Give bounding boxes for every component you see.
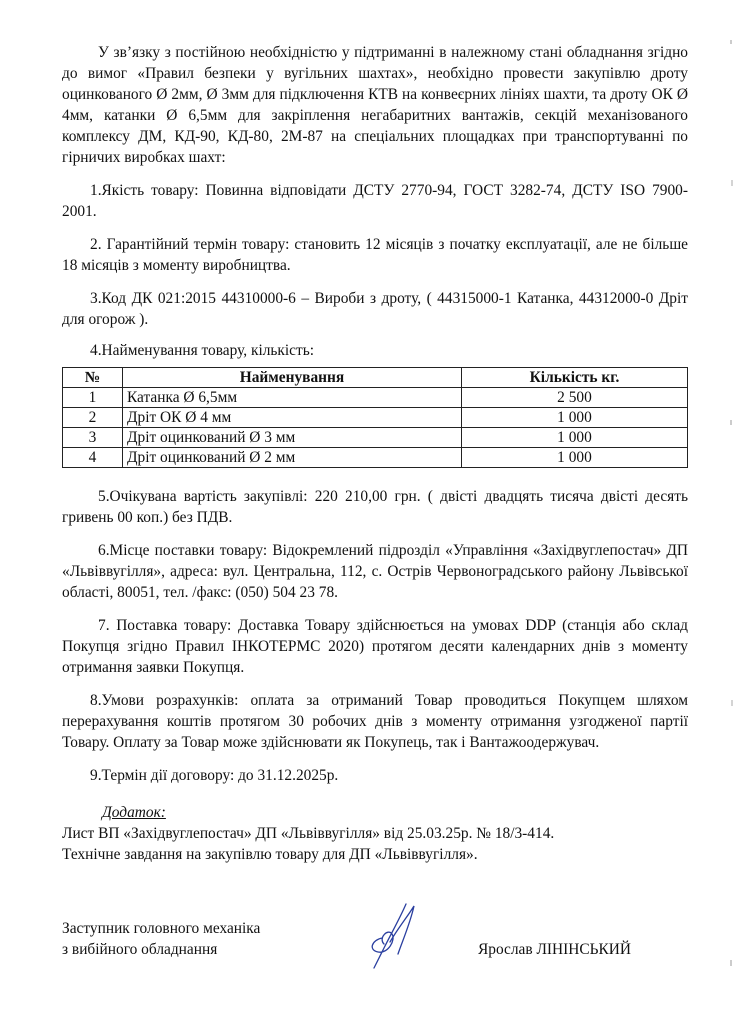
goods-table <box>62 367 688 468</box>
col-quantity: Кількість кг. <box>462 368 688 388</box>
table-row <box>63 388 688 408</box>
col-number: № <box>63 368 123 388</box>
signature-block <box>62 918 688 978</box>
intro-paragraph: У зв’язку з постійною необхідністю у підтриманні в належному стані обладнання згідно до вимог «Правил безпеки у вугільних шахтах», необхідно провести закупівлю дроту оцинкованого Ø 2мм, Ø 3мм для підключення КТВ на конвеєрних лініях шахти, та дроту ОК Ø 4мм, катанки Ø 6,5мм для закріплення негабаритних вантажів, секцій механізованого комплексу ДМ, КД-90, КД-80, 2М-87 на спеціальних площадках при транспортуванні по гірничих виробках шахт: <box>62 44 688 166</box>
row-name: Катанка Ø 6,5мм <box>123 388 462 408</box>
row-quantity: 2 500 <box>462 388 688 408</box>
document-body <box>62 42 688 865</box>
item-place: 6.Місце поставки товару: Відокремлений підрозділ «Управління «Західвуглепостач» ДП «Львіввугілля», адреса: вул. Центральна, 112, с. Острів Червоноградського району Львівської області, 80051, тел. /факс: (050) 504 23 78. <box>62 542 688 601</box>
signatory-name: Ярослав ЛІНІНСЬКИЙ <box>478 941 632 958</box>
row-number: 1 <box>63 388 123 408</box>
handwritten-signature <box>362 898 432 970</box>
row-number: 2 <box>63 408 123 428</box>
appendix-line-1: Лист ВП «Західвуглепостач» ДП «Львіввугілля» від 25.03.25р. № 18/3-414. <box>62 825 555 842</box>
item-cost: 5.Очікувана вартість закупівлі: 220 210,00 грн. ( двісті двадцять тисяча двісті десять гривень 00 коп.) без ПДВ. <box>62 488 688 526</box>
item-goods-heading: 4.Найменування товару, кількість: <box>90 342 315 359</box>
signatory-title-line-2: з вибійного обладнання <box>62 941 218 958</box>
item-delivery: 7. Поставка товару: Доставка Товару здійснюється на умовах DDP (станція або склад Покупця згідно Правил ІНКОТЕРМС 2020) протягом десяти календарних днів з моменту отримання заявки Покупця. <box>62 617 688 676</box>
row-quantity: 1 000 <box>462 428 688 448</box>
col-name: Найменування <box>123 368 462 388</box>
row-number: 3 <box>63 428 123 448</box>
appendix-heading: Додаток: <box>102 804 166 821</box>
row-name: Дріт оцинкований Ø 2 мм <box>123 448 462 468</box>
row-quantity: 1 000 <box>462 408 688 428</box>
goods-table-header <box>63 368 688 388</box>
row-name: Дріт оцинкований Ø 3 мм <box>123 428 462 448</box>
appendix-line-2: Технічне завдання на закупівлю товару для ДП «Львіввугілля». <box>62 846 478 863</box>
signatory-title-line-1: Заступник головного механіка <box>62 920 261 937</box>
item-warranty: 2. Гарантійний термін товару: становить 12 місяців з початку експлуатації, але не більше 18 місяців з моменту виробництва. <box>62 236 688 274</box>
row-name: Дріт ОК Ø 4 мм <box>123 408 462 428</box>
item-term: 9.Термін дії договору: до 31.12.2025р. <box>90 767 339 784</box>
row-number: 4 <box>63 448 123 468</box>
table-row <box>63 428 688 448</box>
item-payment: 8.Умови розрахунків: оплата за отриманий Товар проводиться Покупцем шляхом перерахування коштів протягом 30 робочих днів з моменту отримання узгодженої партії Товару. Оплату за Товар може здійснювати як Покупець, так і Вантажоодержувач. <box>62 692 688 751</box>
row-quantity: 1 000 <box>462 448 688 468</box>
item-quality: 1.Якість товару: Повинна відповідати ДСТУ 2770-94, ГОСТ 3282-74, ДСТУ ISO 7900-2001. <box>62 182 688 220</box>
item-code: 3.Код ДК 021:2015 44310000-6 – Вироби з дроту, ( 44315000-1 Катанка, 44312000-0 Дріт для огорож ). <box>62 290 688 328</box>
table-row <box>63 448 688 468</box>
signatory-title <box>62 918 260 960</box>
table-row <box>63 408 688 428</box>
scan-edge-marks <box>722 0 736 1024</box>
